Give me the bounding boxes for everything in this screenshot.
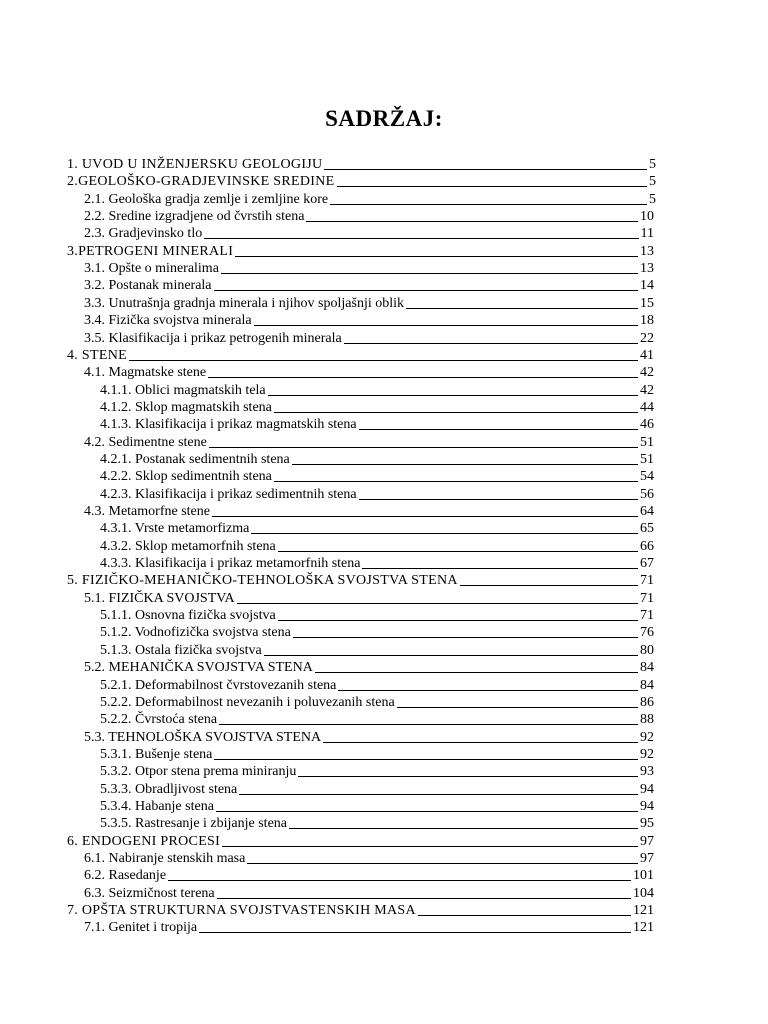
toc-entry-title: 5.3.4. Habanje stena: [100, 798, 214, 814]
toc-leader-line: [278, 551, 638, 552]
toc-leader-line: [129, 360, 638, 361]
toc-page-number: 95: [640, 816, 654, 832]
toc-leader-line: [208, 377, 638, 378]
toc-page-number: 46: [640, 417, 654, 433]
toc-leader-line: [219, 724, 638, 725]
toc-entry-title: 4.2. Sedimentne stene: [84, 434, 207, 450]
toc-page-number: 18: [640, 313, 654, 329]
toc-leader-line: [217, 898, 631, 899]
toc-entry: [100, 399, 654, 416]
toc-page-number: 104: [633, 885, 654, 901]
toc-page-number: 14: [640, 278, 654, 294]
toc-page-number: 41: [640, 347, 654, 363]
toc-page-number: 94: [640, 798, 654, 814]
toc-entry-title: 5.3.1. Bušenje stena: [100, 746, 213, 762]
toc-entry: [100, 555, 654, 572]
toc-entry: [84, 260, 654, 277]
toc-leader-line: [204, 238, 638, 239]
toc-entry-title: 4.3.1. Vrste metamorfizma: [100, 521, 250, 537]
toc-entry: [100, 815, 654, 832]
toc-entry-title: 2.3. Gradjevinsko tlo: [84, 226, 203, 242]
toc-leader-line: [293, 637, 638, 638]
toc-page-number: 101: [633, 868, 654, 884]
toc-entry: [100, 486, 654, 503]
toc-page-number: 80: [640, 642, 654, 658]
toc-entry: [100, 694, 654, 711]
toc-entry: [100, 763, 654, 780]
toc-page-number: 76: [640, 625, 654, 641]
toc-page-number: 13: [640, 243, 654, 259]
toc-leader-line: [216, 811, 638, 812]
toc-entry: [67, 572, 654, 589]
toc-page-number: 71: [640, 590, 654, 606]
toc-leader-line: [274, 412, 638, 413]
toc-entry-title: 5.2.2. Deformabilnost nevezanih i poluvezanih stena: [100, 694, 395, 710]
toc-entry-title: 4.2.3. Klasifikacija i prikaz sedimentnih stena: [100, 486, 357, 502]
toc-entry: [67, 243, 654, 260]
toc-entry: [67, 173, 656, 190]
toc-entry: [84, 312, 654, 329]
toc-entry: [84, 277, 654, 294]
toc-leader-line: [268, 395, 638, 396]
toc-entry-title: 3.1. Opšte o mineralima: [84, 261, 219, 277]
toc-entry-title: 5.2.2. Čvrstoća stena: [100, 712, 218, 728]
toc-leader-line: [292, 464, 638, 465]
toc-entry-title: 4.3. Metamorfne stene: [84, 504, 210, 519]
toc-leader-line: [359, 499, 638, 500]
toc-page-number: 93: [640, 764, 654, 780]
toc-entry-title: 3.3. Unutrašnja gradnja minerala i njihov spoljašnji oblik: [84, 295, 404, 311]
toc-entry: [84, 434, 654, 451]
toc-entry: [67, 902, 654, 919]
toc-leader-line: [298, 776, 638, 777]
toc-entry-title: 4.2.2. Sklop sedimentnih stena: [100, 469, 272, 485]
toc-entry: [100, 711, 654, 728]
toc-entry: [100, 416, 654, 433]
toc-entry-title: 5. FIZIČKO-MEHANIČKO-TEHNOLOŠKA SVOJSTVA STENA: [67, 573, 458, 589]
toc-entry: [100, 607, 654, 624]
toc-entry-title: 6.1. Nabiranje stenskih masa: [84, 851, 246, 866]
toc-page-number: 56: [640, 486, 654, 502]
toc-entry: [100, 538, 654, 555]
toc-entry: [67, 833, 654, 850]
toc-leader-line: [315, 672, 638, 673]
toc-entry: [84, 208, 654, 225]
toc-entry-title: 5.3. TEHNOLOŠKA SVOJSTVA STENA: [84, 729, 322, 745]
toc-entry-title: 5.2.1. Deformabilnost čvrstovezanih stena: [100, 677, 337, 693]
toc-page-number: 5: [649, 191, 656, 207]
toc-leader-line: [235, 256, 638, 257]
toc-entry: [84, 503, 654, 520]
toc-leader-line: [359, 429, 638, 430]
toc-entry: [84, 364, 654, 381]
toc-leader-line: [289, 828, 638, 829]
toc-leader-line: [214, 759, 638, 760]
toc-entry-title: 4.1. Magmatske stene: [84, 365, 207, 381]
toc-leader-line: [418, 915, 631, 916]
toc-entry-title: 3.4. Fizička svojstva minerala: [84, 313, 252, 329]
toc-entry: [67, 347, 654, 364]
toc-leader-line: [199, 932, 631, 933]
toc-entry: [84, 191, 656, 208]
toc-entry-title: 5.1.3. Ostala fizička svojstva: [100, 642, 262, 658]
toc-entry: [84, 729, 654, 746]
toc-leader-line: [209, 447, 638, 448]
toc-entry: [84, 659, 654, 676]
toc-entry: [100, 520, 654, 537]
toc-leader-line: [306, 221, 638, 222]
toc-leader-line: [406, 308, 638, 309]
toc-page-number: 121: [633, 903, 654, 919]
toc-page-number: 13: [640, 261, 654, 277]
toc-entry-title: 4.1.1. Oblici magmatskih tela: [100, 382, 266, 398]
toc-leader-line: [254, 325, 638, 326]
toc-page-number: 67: [640, 556, 654, 572]
toc-entry: [100, 642, 654, 659]
toc-leader-line: [397, 707, 638, 708]
toc-entry-title: 7. OPŠTA STRUKTURNA SVOJSTVASTENSKIH MASA: [67, 903, 416, 919]
toc-leader-line: [278, 620, 638, 621]
toc-entry-title: 5.3.2. Otpor stena prema miniranju: [100, 764, 297, 780]
toc-entry-title: 5.3.3. Obradljivost stena: [100, 781, 238, 797]
toc-entry-title: 2.2. Sredine izgradjene od čvrstih stena: [84, 209, 305, 225]
toc-entry-title: 3.PETROGENI MINERALI: [67, 243, 234, 259]
toc-entry-title: 3.2. Postanak minerala: [84, 278, 212, 294]
toc-leader-line: [324, 169, 647, 170]
toc-entry-title: 4.3.3. Klasifikacija i prikaz metamorfnih stena: [100, 556, 361, 572]
toc-page-number: 51: [640, 434, 654, 450]
toc-entry: [100, 624, 654, 641]
toc-entry: [100, 781, 654, 798]
toc-page-number: 54: [640, 469, 654, 485]
toc-leader-line: [212, 516, 638, 517]
toc-page-number: 88: [640, 712, 654, 728]
toc-entry-title: 4.1.3. Klasifikacija i prikaz magmatskih stena: [100, 417, 357, 433]
toc-entry-title: 2.GEOLOŠKO-GRADJEVINSKE SREDINE: [67, 174, 335, 190]
toc-entry-title: 6.2. Rasedanje: [84, 868, 167, 884]
toc-entry-title: 6.3. Seizmičnost terena: [84, 885, 215, 901]
toc-leader-line: [274, 481, 638, 482]
toc-page-number: 65: [640, 521, 654, 537]
toc-page-number: 121: [633, 920, 654, 936]
toc-page-number: 22: [640, 330, 654, 346]
toc-leader-line: [344, 343, 638, 344]
toc-leader-line: [239, 794, 638, 795]
toc-page-number: 97: [640, 851, 654, 866]
toc-page-number: 10: [640, 209, 654, 225]
toc-page-number: 11: [640, 226, 654, 242]
toc-entry-title: 1. UVOD U INŽENJERSKU GEOLOGIJU: [67, 157, 323, 172]
toc-leader-line: [460, 585, 638, 586]
toc-entry-title: 5.1.1. Osnovna fizička svojstva: [100, 608, 276, 624]
toc-entry: [100, 382, 654, 399]
toc-entry-title: 7.1. Genitet i tropija: [84, 920, 198, 936]
toc-leader-line: [221, 273, 638, 274]
toc-entry: [84, 919, 654, 936]
toc-entry-title: 5.2. MEHANIČKA SVOJSTVA STENA: [84, 660, 313, 676]
toc-entry: [84, 867, 654, 884]
toc-page-number: 42: [640, 365, 654, 381]
toc-page-number: 92: [640, 746, 654, 762]
toc-leader-line: [337, 186, 647, 187]
toc-entry-title: 4.1.2. Sklop magmatskih stena: [100, 399, 272, 415]
toc-entry-title: 4.3.2. Sklop metamorfnih stena: [100, 538, 276, 554]
toc-leader-line: [362, 568, 638, 569]
toc-page-number: 64: [640, 504, 654, 519]
toc-page-number: 94: [640, 781, 654, 797]
toc-leader-line: [264, 655, 638, 656]
page-title: SADRŽAJ:: [325, 106, 443, 131]
toc-leader-line: [168, 880, 631, 881]
toc-page-number: 42: [640, 382, 654, 398]
toc-page-number: 51: [640, 451, 654, 467]
toc-entry: [84, 330, 654, 347]
toc-entry: [84, 850, 654, 867]
toc-entry: [100, 677, 654, 694]
toc-page-number: 5: [649, 157, 656, 172]
toc-entry-title: 5.3.5. Rastresanje i zbijanje stena: [100, 816, 287, 832]
toc-entry: [100, 468, 654, 485]
toc-leader-line: [222, 846, 638, 847]
toc-page-number: 92: [640, 729, 654, 745]
toc-entry: [84, 590, 654, 607]
toc-page-number: 66: [640, 538, 654, 554]
toc-entry-title: 5.1. FIZIČKA SVOJSTVA: [84, 590, 235, 606]
toc-page-number: 71: [640, 573, 654, 589]
toc-page-number: 97: [640, 833, 654, 849]
toc-entry-title: 4. STENE: [67, 347, 127, 363]
toc-entry-title: 6. ENDOGENI PROCESI: [67, 833, 221, 849]
toc-leader-line: [251, 533, 638, 534]
toc-leader-line: [338, 690, 638, 691]
toc-entry: [100, 451, 654, 468]
toc-entry-title: 5.1.2. Vodnofizička svojstva stena: [100, 625, 291, 641]
toc-leader-line: [330, 204, 647, 205]
toc-entry: [100, 746, 654, 763]
toc-entry-title: 4.2.1. Postanak sedimentnih stena: [100, 451, 290, 467]
toc-page-number: 44: [640, 399, 654, 415]
toc-leader-line: [247, 863, 638, 864]
toc-page-number: 84: [640, 677, 654, 693]
toc-page-number: 71: [640, 608, 654, 624]
toc-page-number: 86: [640, 694, 654, 710]
toc-page-number: 15: [640, 295, 654, 311]
toc-entry: [84, 885, 654, 902]
toc-leader-line: [214, 290, 638, 291]
toc-entry: [67, 156, 656, 173]
toc-entry: [84, 225, 654, 242]
toc-entry-title: 2.1. Geološka gradja zemlje i zemljine kore: [84, 191, 329, 207]
toc-entry: [100, 798, 654, 815]
toc-entry-title: 3.5. Klasifikacija i prikaz petrogenih minerala: [84, 330, 342, 346]
toc-entry: [84, 295, 654, 312]
toc-leader-line: [237, 603, 638, 604]
toc-page-number: 5: [649, 174, 656, 190]
toc-leader-line: [323, 742, 638, 743]
toc-page-number: 84: [640, 660, 654, 676]
